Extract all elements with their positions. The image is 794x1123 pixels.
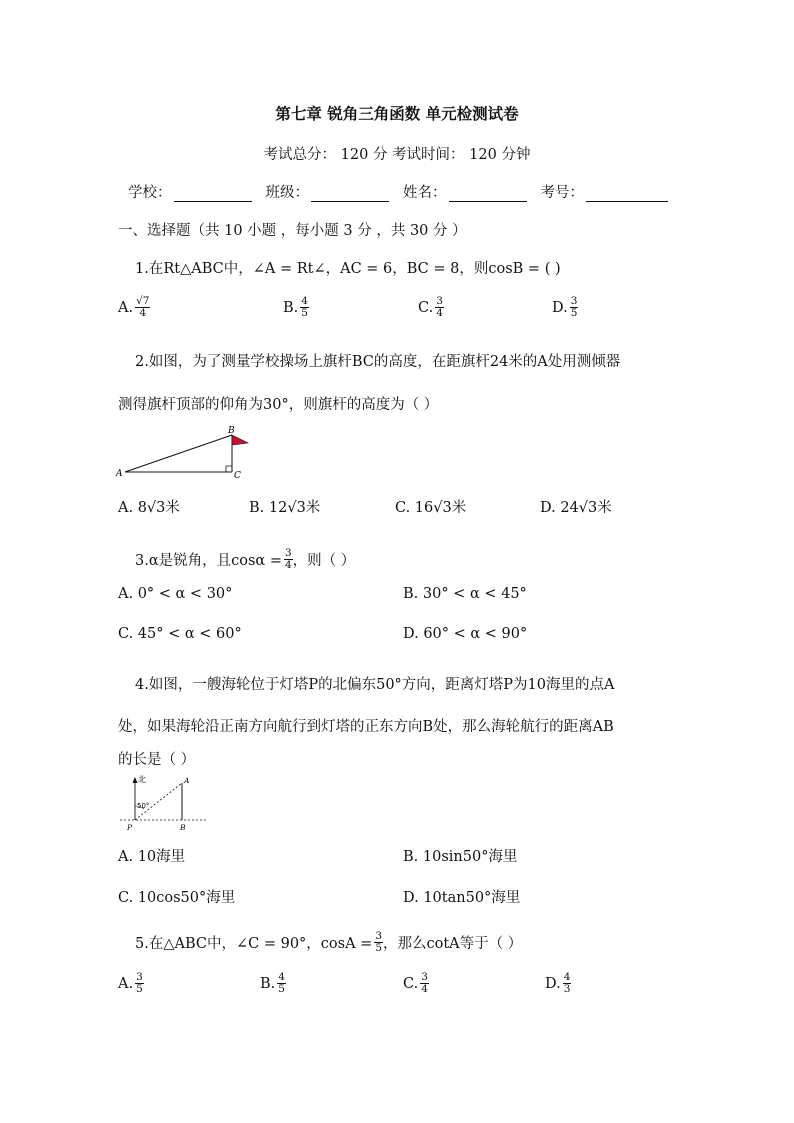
option-label: B. (260, 975, 276, 992)
question-5-option-a[interactable] (118, 972, 144, 995)
fraction-numerator: 4 (563, 971, 571, 983)
class-label: 班级： (265, 185, 309, 201)
fraction-denominator: 4 (436, 307, 443, 319)
point-c-label: C (234, 471, 241, 481)
question-2-option-b[interactable]: B. 12√3米 (249, 500, 321, 516)
fraction-numerator: 3 (375, 930, 382, 942)
student-info-row (128, 181, 668, 202)
question-3-stem-suffix: ，则（ ） (292, 553, 356, 569)
question-3-stem-prefix: 3.α是锐角，且cosα = (135, 553, 282, 569)
question-2-stem-line-1: 2.如图，为了测量学校操场上旗杆BC的高度，在距旗杆24米的A处用测倾器 (135, 354, 621, 370)
fraction-denominator: 4 (139, 307, 147, 319)
option-fraction (135, 296, 150, 319)
point-b-label: B (228, 426, 235, 436)
option-fraction (570, 296, 579, 319)
fraction-numerator: 3 (570, 295, 578, 307)
fraction-numerator: √7 (136, 295, 150, 307)
fraction-denominator: 5 (570, 307, 578, 319)
option-label: A. (118, 975, 134, 992)
question-3-option-a[interactable]: A. 0° < α < 30° (118, 586, 233, 602)
name-label: 姓名： (403, 185, 447, 201)
fraction-denominator: 5 (278, 983, 285, 995)
angle-label: 50° (137, 802, 150, 810)
north-arrow-icon (133, 777, 138, 783)
question-4-stem-line-1: 4.如图，一艘海轮位于灯塔P的北偏东50°方向，距离灯塔P为10海里的点A (135, 677, 615, 693)
option-fraction (435, 296, 444, 319)
question-3-stem (135, 548, 355, 571)
fraction-denominator: 5 (301, 307, 308, 319)
question-1-option-a[interactable] (118, 296, 150, 319)
question-4-stem-line-2: 处，如果海轮沿正南方向航行到灯塔的正东方向B处，那么海轮航行的距离AB (118, 719, 614, 735)
question-2-option-d[interactable]: D. 24√3米 (540, 500, 612, 516)
option-label: B. (283, 299, 299, 316)
question-3-option-d[interactable]: D. 60° < α < 90° (403, 626, 528, 642)
question-3-option-c[interactable]: C. 45° < α < 60° (118, 626, 242, 642)
question-5-option-d[interactable] (545, 972, 571, 995)
fraction-denominator: 4 (421, 983, 428, 995)
question-1-stem: 1.在Rt△ABC中，∠A = Rt∠，AC = 6，BC = 8，则cosB = ( ) (135, 261, 561, 277)
question-5-stem (135, 931, 522, 954)
question-2-option-c[interactable]: C. 16√3米 (395, 500, 467, 516)
page-title: 第七章 锐角三角函数 单元检测试卷 (275, 104, 519, 123)
fraction-numerator: 4 (278, 971, 285, 983)
option-label: C. (418, 299, 434, 316)
question-4-stem-line-3: 的长是（ ） (118, 752, 196, 768)
option-label: D. (552, 299, 568, 316)
exam-number-label: 考号： (540, 185, 584, 201)
option-label: C. (403, 975, 419, 992)
option-label: D. (545, 975, 561, 992)
exam-number-field (541, 181, 669, 202)
flag-icon (232, 435, 248, 445)
lighthouse-figure (120, 774, 210, 834)
school-blank[interactable] (174, 185, 252, 202)
class-field (266, 181, 390, 202)
name-blank[interactable] (449, 185, 527, 202)
flagpole-figure (112, 424, 262, 484)
name-field (403, 181, 527, 202)
school-field (128, 181, 252, 202)
option-fraction (563, 972, 572, 995)
question-2-stem-line-2: 测得旗杆顶部的仰角为30°，则旗杆的高度为（ ） (118, 397, 439, 413)
option-fraction (277, 972, 286, 995)
hypotenuse-line (125, 435, 232, 472)
fraction-denominator: 3 (563, 983, 571, 995)
option-label: A. (118, 299, 134, 316)
question-5-stem-suffix: ，那么cotA等于（ ） (383, 936, 523, 952)
question-1-option-c[interactable] (418, 296, 444, 319)
point-a-label: A (184, 776, 190, 785)
school-label: 学校： (128, 185, 172, 201)
fraction-numerator: 3 (136, 971, 143, 983)
fraction-denominator: 5 (375, 942, 382, 954)
question-5-option-c[interactable] (403, 972, 429, 995)
question-1-option-d[interactable] (552, 296, 578, 319)
class-blank[interactable] (311, 185, 389, 202)
question-3-fraction (284, 548, 293, 571)
option-fraction (300, 296, 309, 319)
option-fraction (420, 972, 429, 995)
question-5-fraction (374, 931, 383, 954)
fraction-numerator: 3 (284, 547, 292, 559)
question-3-option-b[interactable]: B. 30° < α < 45° (403, 586, 527, 602)
section-title: 一、选择题（共 10 小题 ，每小题 3 分 ，共 30 分 ） (118, 223, 467, 239)
question-5-option-b[interactable] (260, 972, 286, 995)
exam-number-blank[interactable] (586, 185, 668, 202)
exam-info: 考试总分： 120 分 考试时间： 120 分钟 (263, 147, 531, 163)
question-1-option-b[interactable] (283, 296, 309, 319)
question-4-option-b[interactable]: B. 10sin50°海里 (403, 849, 518, 865)
north-label: 北 (138, 775, 146, 784)
question-5-stem-prefix: 5.在△ABC中，∠C = 90°，cosA = (135, 936, 373, 952)
fraction-numerator: 3 (436, 295, 443, 307)
right-angle-mark (226, 466, 232, 472)
question-4-option-d[interactable]: D. 10tan50°海里 (403, 890, 521, 906)
fraction-numerator: 4 (301, 295, 308, 307)
fraction-denominator: 5 (136, 983, 143, 995)
question-2-option-a[interactable]: A. 8√3米 (118, 500, 180, 516)
point-a-label: A (116, 469, 123, 479)
fraction-denominator: 4 (284, 559, 292, 571)
point-b-label: B (180, 823, 186, 832)
option-fraction (135, 972, 144, 995)
fraction-numerator: 3 (421, 971, 428, 983)
point-p-label: P (127, 823, 133, 832)
question-4-option-c[interactable]: C. 10cos50°海里 (118, 890, 236, 906)
question-4-option-a[interactable]: A. 10海里 (118, 849, 186, 865)
